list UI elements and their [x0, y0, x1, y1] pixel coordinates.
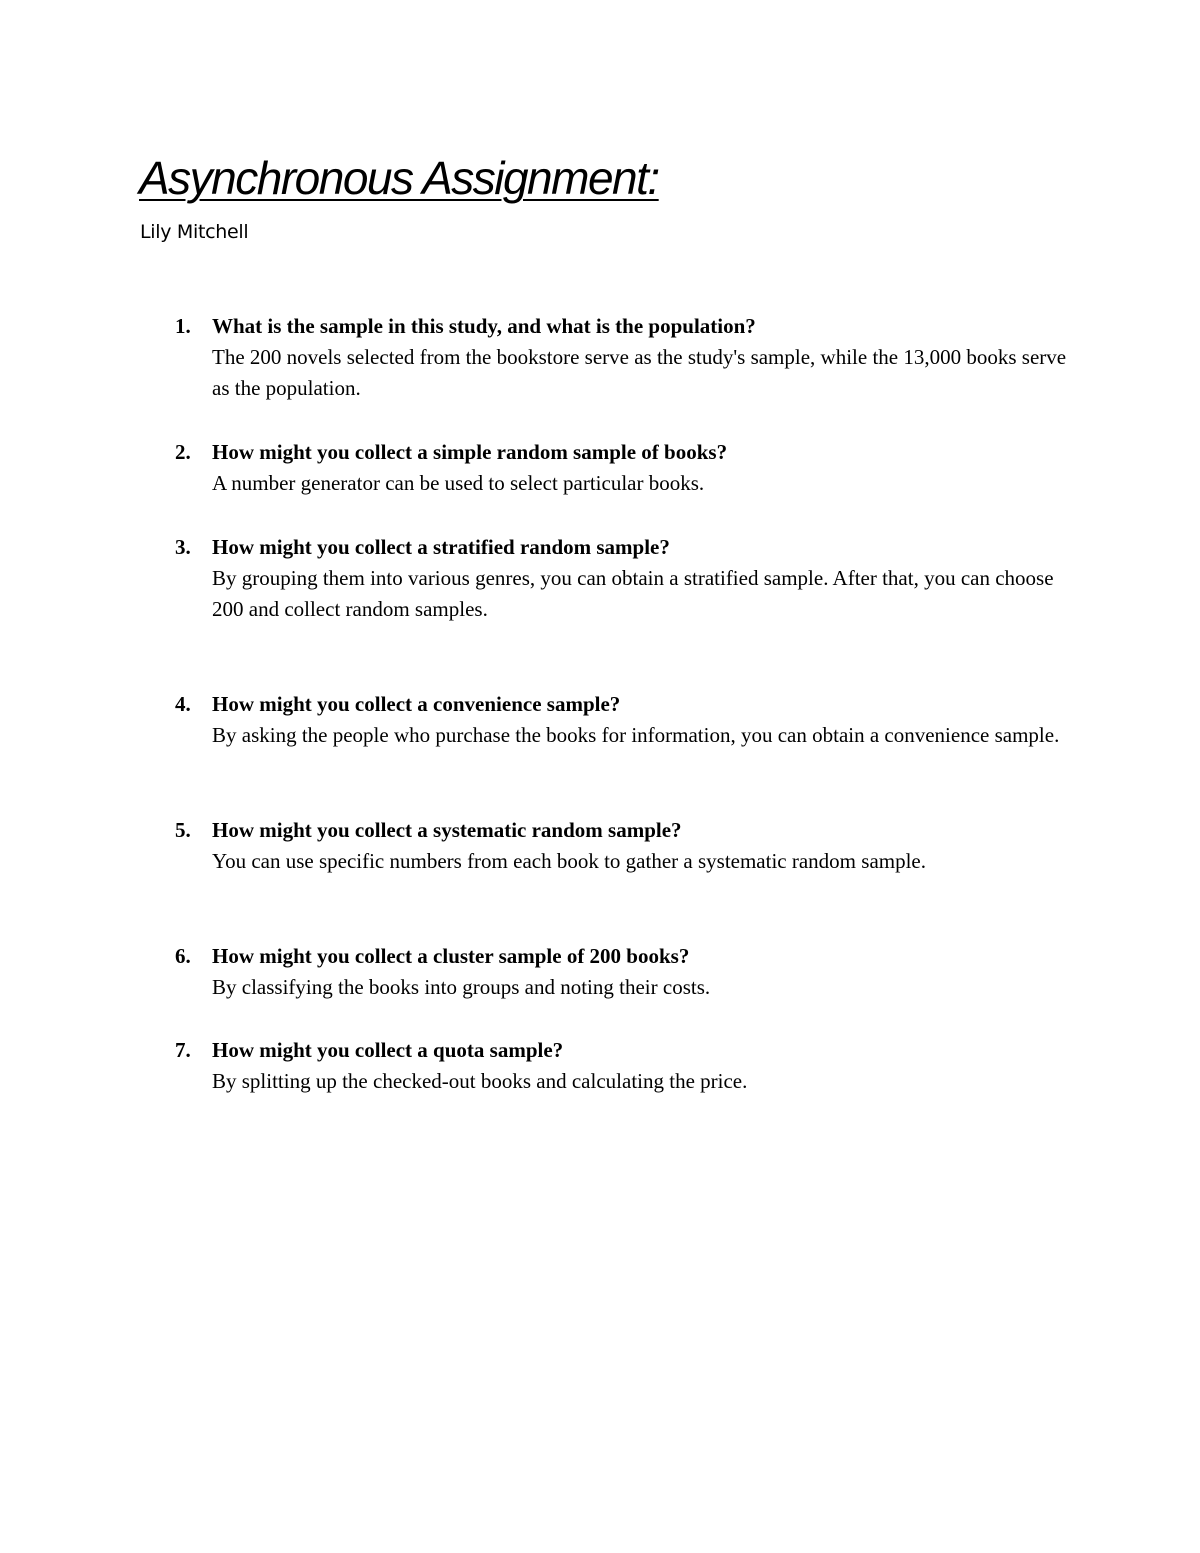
question-number: 6.	[175, 944, 191, 968]
answer-text: You can use specific numbers from each book to gather a systematic random sample.	[212, 849, 926, 873]
question-item-6	[175, 941, 1075, 1003]
question-item-7	[175, 1035, 1075, 1097]
answer-text: A number generator can be used to select particular books.	[212, 471, 705, 495]
question-item-2	[175, 437, 1075, 499]
question-number: 1.	[175, 314, 191, 338]
answer-text: By grouping them into various genres, you can obtain a stratified sample. After that, you can choose 200 and collect random samples.	[212, 566, 1054, 621]
answer-text: By splitting up the checked-out books and calculating the price.	[212, 1069, 748, 1093]
answer-text: By classifying the books into groups and noting their costs.	[212, 975, 711, 999]
question-number: 2.	[175, 440, 191, 464]
question-number: 5.	[175, 818, 191, 842]
question-text: How might you collect a stratified random sample?	[212, 535, 670, 559]
question-number: 3.	[175, 535, 191, 559]
question-text: How might you collect a convenience sample?	[212, 692, 621, 716]
document-title: Asynchronous Assignment:	[139, 152, 659, 204]
question-item-5	[175, 815, 1075, 877]
question-text: What is the sample in this study, and what is the population?	[212, 314, 756, 338]
question-item-3	[175, 532, 1075, 625]
question-text: How might you collect a simple random sample of books?	[212, 440, 728, 464]
question-text: How might you collect a cluster sample of 200 books?	[212, 944, 690, 968]
question-number: 4.	[175, 692, 191, 716]
answer-text: The 200 novels selected from the bookstore serve as the study's sample, while the 13,000 books serve as the population.	[212, 345, 1067, 400]
question-text: How might you collect a quota sample?	[212, 1038, 564, 1062]
question-number: 7.	[175, 1038, 191, 1062]
author-name: Lily Mitchell	[140, 221, 249, 243]
question-text: How might you collect a systematic random sample?	[212, 818, 682, 842]
question-item-1	[175, 311, 1075, 404]
question-item-4	[175, 689, 1075, 751]
answer-text: By asking the people who purchase the books for information, you can obtain a convenience sample.	[212, 723, 1060, 747]
